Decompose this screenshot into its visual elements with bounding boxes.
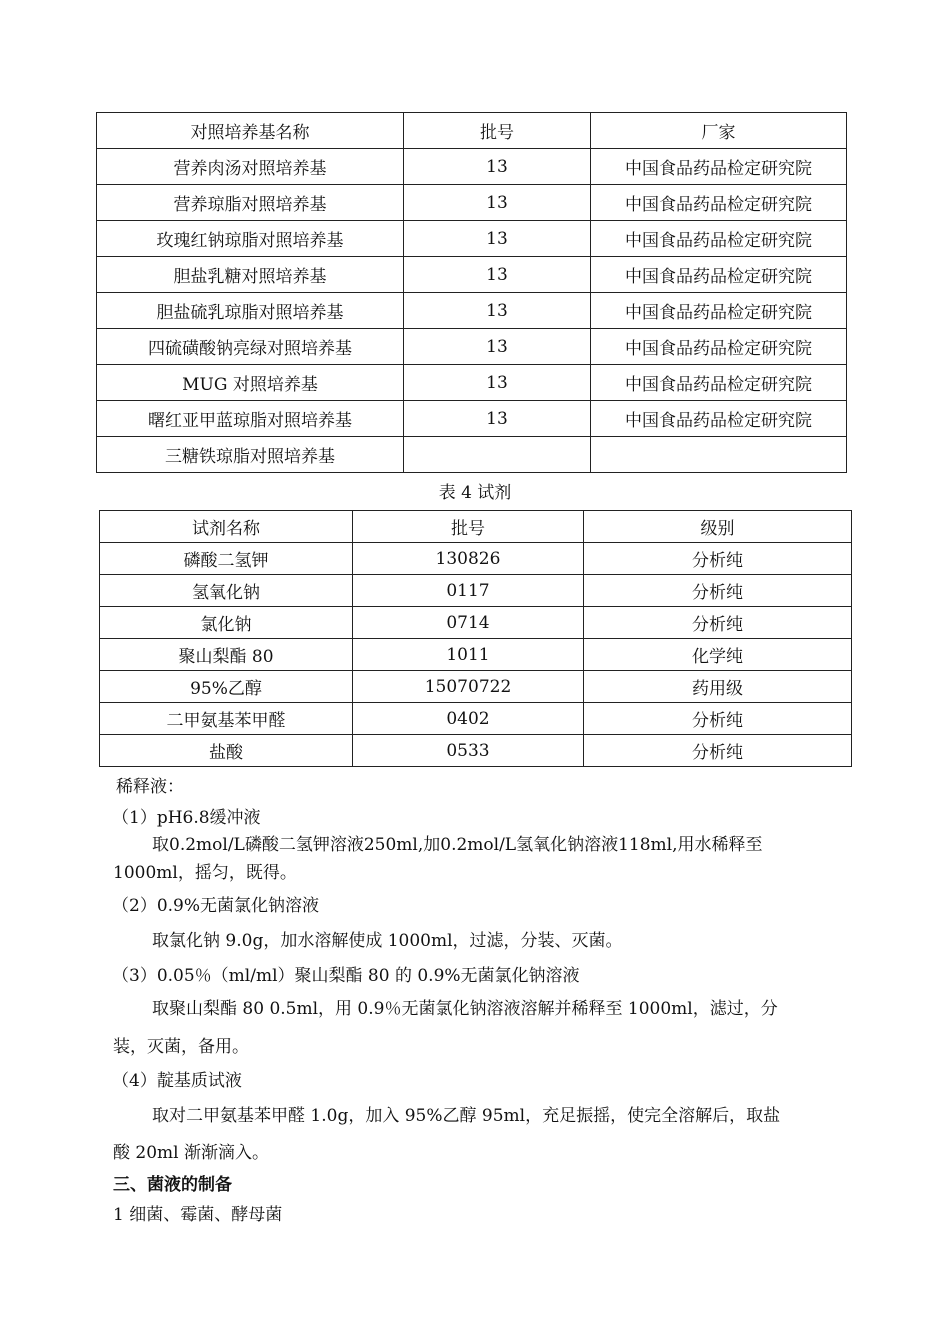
item3-line2: 装，灭菌，备用。 [113, 1037, 249, 1057]
reagents-table [99, 510, 852, 767]
culture-media-table [96, 112, 847, 473]
table-cell [591, 437, 847, 473]
table-cell: 胆盐硫乳琼脂对照培养基 [97, 293, 404, 329]
table-cell: 中国食品药品检定研究院 [591, 185, 847, 221]
table-cell: 营养琼脂对照培养基 [97, 185, 404, 221]
item3-line1: 取聚山梨酯 80 0.5ml，用 0.9％无菌氯化钠溶液溶解并稀释至 1000ml，滤过，分 [152, 999, 778, 1019]
table-cell: 盐酸 [100, 735, 353, 767]
table-cell: 中国食品药品检定研究院 [591, 221, 847, 257]
item4-title: （4）靛基质试液 [112, 1071, 242, 1091]
table-4-caption: 表 4 试剂 [438, 483, 512, 503]
table-row [97, 329, 847, 365]
table-cell: 分析纯 [584, 703, 852, 735]
table-cell: 15070722 [353, 671, 584, 703]
table-cell: 分析纯 [584, 607, 852, 639]
table-cell: 0714 [353, 607, 584, 639]
table-row [100, 607, 852, 639]
table-cell: 中国食品药品检定研究院 [591, 149, 847, 185]
section3-heading: 三、菌液的制备 [113, 1175, 232, 1195]
table-cell: 四硫磺酸钠亮绿对照培养基 [97, 329, 404, 365]
table-cell: 0402 [353, 703, 584, 735]
table-cell: 胆盐乳糖对照培养基 [97, 257, 404, 293]
table-row [100, 735, 852, 767]
table-cell: 曙红亚甲蓝琼脂对照培养基 [97, 401, 404, 437]
table-cell: 药用级 [584, 671, 852, 703]
table-row [97, 293, 847, 329]
table-cell: 二甲氨基苯甲醛 [100, 703, 353, 735]
table-row [100, 639, 852, 671]
table-cell: 0533 [353, 735, 584, 767]
table-header-row [97, 113, 847, 149]
column-header: 对照培养基名称 [97, 113, 404, 149]
diluent-heading: 稀释液： [116, 777, 184, 797]
item1-line2: 1000ml，摇匀，既得。 [113, 863, 297, 883]
table-cell: 聚山梨酯 80 [100, 639, 353, 671]
column-header: 级别 [584, 511, 852, 543]
item2-line1: 取氯化钠 9.0g，加水溶解使成 1000ml，过滤，分装、灭菌。 [152, 931, 623, 951]
table-cell: 分析纯 [584, 575, 852, 607]
item4-line1: 取对二甲氨基苯甲醛 1.0g，加入 95%乙醇 95ml，充足振摇，使完全溶解后，取盐 [152, 1106, 781, 1126]
table-row [97, 221, 847, 257]
column-header: 试剂名称 [100, 511, 353, 543]
table-row [97, 149, 847, 185]
table-cell: MUG 对照培养基 [97, 365, 404, 401]
section3-sub1: 1 细菌、霉菌、酵母菌 [113, 1205, 283, 1225]
item2-title: （2）0.9%无菌氯化钠溶液 [112, 896, 320, 916]
table-cell: 13 [404, 185, 591, 221]
table-cell: 氢氧化钠 [100, 575, 353, 607]
table-cell: 中国食品药品检定研究院 [591, 257, 847, 293]
table-cell: 13 [404, 149, 591, 185]
table-row [97, 401, 847, 437]
table-cell: 13 [404, 293, 591, 329]
table-cell: 中国食品药品检定研究院 [591, 401, 847, 437]
table-row [97, 437, 847, 473]
table-cell: 分析纯 [584, 543, 852, 575]
table-cell: 13 [404, 329, 591, 365]
table-cell: 1011 [353, 639, 584, 671]
table-row [100, 703, 852, 735]
table-row [97, 185, 847, 221]
table-cell: 13 [404, 365, 591, 401]
column-header: 厂家 [591, 113, 847, 149]
table-cell: 13 [404, 221, 591, 257]
table-cell: 中国食品药品检定研究院 [591, 293, 847, 329]
table-row [97, 365, 847, 401]
table-header-row [100, 511, 852, 543]
table-cell: 氯化钠 [100, 607, 353, 639]
table-cell: 化学纯 [584, 639, 852, 671]
table-cell: 130826 [353, 543, 584, 575]
table-cell: 中国食品药品检定研究院 [591, 329, 847, 365]
table-row [100, 671, 852, 703]
column-header: 批号 [353, 511, 584, 543]
item1-title: （1）pH6.8缓冲液 [112, 808, 261, 828]
table-cell: 玫瑰红钠琼脂对照培养基 [97, 221, 404, 257]
table-cell: 0117 [353, 575, 584, 607]
table-cell: 磷酸二氢钾 [100, 543, 353, 575]
table-cell: 分析纯 [584, 735, 852, 767]
column-header: 批号 [404, 113, 591, 149]
table-cell [404, 437, 591, 473]
item4-line2: 酸 20ml 渐渐滴入。 [113, 1143, 269, 1163]
table-row [100, 575, 852, 607]
table-row [100, 543, 852, 575]
table-cell: 13 [404, 401, 591, 437]
table-cell: 13 [404, 257, 591, 293]
item3-title: （3）0.05％（ml/ml）聚山梨酯 80 的 0.9%无菌氯化钠溶液 [112, 966, 580, 986]
table-row [97, 257, 847, 293]
table-cell: 三糖铁琼脂对照培养基 [97, 437, 404, 473]
table-cell: 中国食品药品检定研究院 [591, 365, 847, 401]
table-cell: 95%乙醇 [100, 671, 353, 703]
item1-line1: 取0.2mol/L磷酸二氢钾溶液250ml,加0.2mol/L氢氧化钠溶液118ml,用水稀释至 [152, 835, 763, 855]
table-cell: 营养肉汤对照培养基 [97, 149, 404, 185]
